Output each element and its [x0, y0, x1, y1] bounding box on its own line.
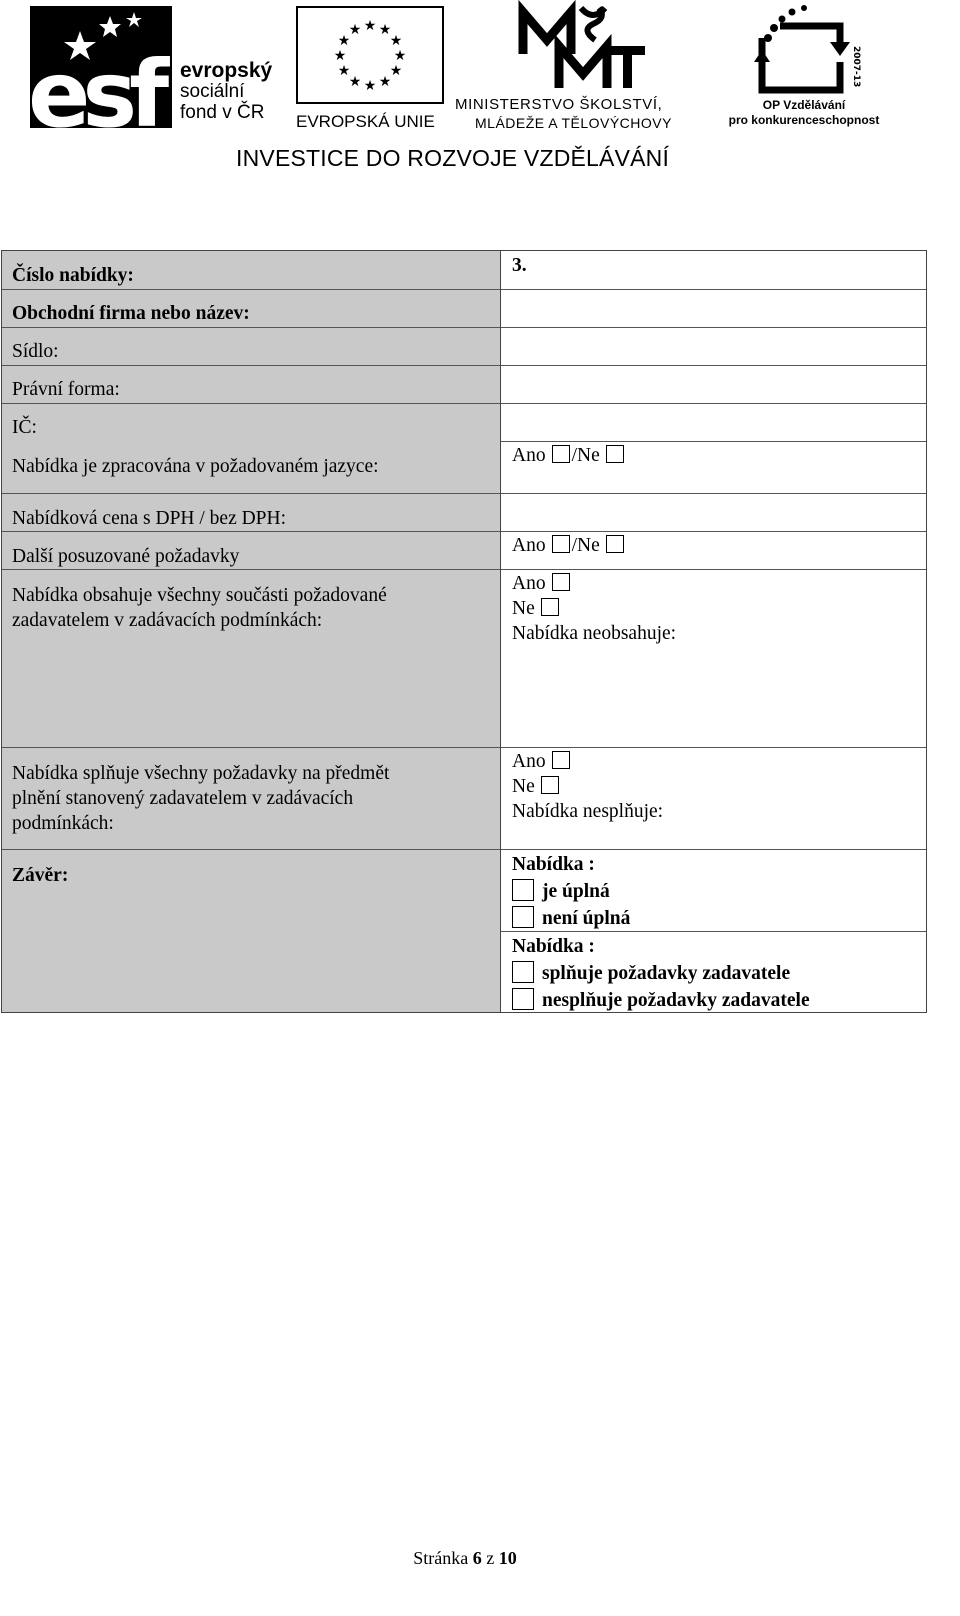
row-divider — [501, 849, 926, 850]
page-footer — [0, 1548, 930, 1569]
conclusion-block1-title: Nabídka : — [512, 854, 595, 875]
esf-logo — [28, 6, 290, 148]
label-requirements-line3: podmínkách: — [12, 813, 114, 834]
label-legal-form: Právní forma: — [12, 379, 120, 400]
label-price: Nabídková cena s DPH / bez DPH: — [12, 508, 287, 529]
meets-requirements-label: splňuje požadavky zadavatele — [542, 963, 791, 984]
row-divider — [501, 327, 926, 328]
svg-text:★: ★ — [337, 63, 351, 79]
row-divider — [2, 747, 500, 748]
value-language — [512, 443, 922, 468]
components-no-label: Ne — [512, 598, 535, 619]
other-no-checkbox[interactable] — [606, 535, 624, 553]
row-divider — [2, 403, 500, 404]
footer-page-number: 6 — [472, 1548, 482, 1568]
svg-text:★: ★ — [378, 22, 392, 38]
svg-text:★: ★ — [337, 33, 351, 49]
msmt-logo — [455, 4, 720, 134]
footer-separator: z — [486, 1548, 495, 1568]
components-yes-checkbox[interactable] — [552, 573, 570, 591]
footer-prefix: Stránka — [413, 1548, 469, 1568]
label-components — [12, 583, 482, 633]
svg-text:★: ★ — [348, 22, 362, 38]
row-divider — [2, 289, 500, 290]
not-meets-requirements-checkbox[interactable] — [512, 988, 534, 1010]
row-divider — [2, 493, 500, 494]
esf-line1: evropský — [180, 59, 273, 82]
incomplete-checkbox[interactable] — [512, 906, 534, 928]
svg-text:★: ★ — [378, 74, 392, 90]
row-divider — [501, 569, 926, 570]
row-divider — [501, 289, 926, 290]
label-company: Obchodní firma nebo název: — [12, 303, 250, 324]
label-conclusion: Závěr: — [12, 865, 69, 886]
row-divider — [2, 569, 500, 570]
meets-requirements-checkbox[interactable] — [512, 961, 534, 983]
row-divider — [501, 493, 926, 494]
op-line2: pro konkurenceschopnost — [728, 113, 880, 127]
components-note: Nabídka neobsahuje: — [512, 623, 677, 644]
row-divider — [501, 403, 926, 404]
footer-page-total: 10 — [498, 1548, 517, 1568]
language-no-checkbox[interactable] — [606, 445, 624, 463]
other-yes-label: Ano — [512, 535, 546, 556]
language-yes-checkbox[interactable] — [552, 445, 570, 463]
conclusion-block2-title: Nabídka : — [512, 936, 595, 957]
eu-logo — [296, 6, 446, 136]
row-divider — [2, 327, 500, 328]
esf-line2: sociální — [180, 81, 245, 102]
op-year: 2007-13 — [851, 46, 861, 88]
not-meets-requirements-label: nesplňuje požadavky zadavatele — [542, 990, 810, 1011]
esf-mark-icon — [28, 6, 172, 148]
label-offer-number: Číslo nabídky: — [12, 265, 134, 286]
header-logos — [0, 0, 960, 200]
row-divider — [501, 747, 926, 748]
op-line1: OP Vzdělávání — [762, 98, 846, 112]
requirements-yes-label: Ano — [512, 751, 546, 772]
svg-text:★: ★ — [393, 48, 407, 64]
label-seat: Sídlo: — [12, 341, 59, 362]
components-no-checkbox[interactable] — [541, 598, 559, 616]
invest-slogan: INVESTICE DO ROZVOJE VZDĚLÁVÁNÍ — [236, 145, 670, 171]
complete-checkbox[interactable] — [512, 879, 534, 901]
svg-text:esf: esf — [28, 41, 162, 148]
svg-text:★: ★ — [363, 18, 377, 34]
value-requirements — [512, 749, 922, 824]
row-divider — [2, 365, 500, 366]
label-requirements — [12, 761, 482, 836]
label-other-requirements: Další posuzované požadavky — [12, 546, 240, 567]
complete-label: je úplná — [542, 881, 610, 902]
label-components-line1: Nabídka obsahuje všechny součásti požadované — [12, 585, 387, 606]
value-components — [512, 571, 922, 646]
svg-text:★: ★ — [389, 63, 403, 79]
label-language: Nabídka je zpracována v požadovaném jazyce: — [12, 456, 379, 477]
svg-text:★: ★ — [389, 33, 403, 49]
requirements-yes-checkbox[interactable] — [552, 751, 570, 769]
eu-label: EVROPSKÁ UNIE — [296, 112, 435, 131]
row-divider — [501, 531, 926, 532]
language-no-label: /Ne — [571, 445, 600, 466]
eu-flag-icon — [296, 6, 444, 104]
row-divider — [2, 531, 500, 532]
other-yes-checkbox[interactable] — [552, 535, 570, 553]
label-requirements-line1: Nabídka splňuje všechny požadavky na předmět — [12, 763, 390, 784]
row-divider — [501, 365, 926, 366]
row-divider — [2, 849, 500, 850]
msmt-line2: MLÁDEŽE A TĚLOVÝCHOVY — [475, 115, 672, 131]
label-components-line2: zadavatelem v zadávacích podmínkách: — [12, 610, 323, 631]
requirements-note: Nabídka nesplňuje: — [512, 801, 664, 822]
msmt-line1: MINISTERSTVO ŠKOLSTVÍ, — [455, 96, 663, 113]
msmt-mark-icon — [515, 4, 645, 92]
msmt-text — [455, 96, 672, 132]
row-divider — [501, 441, 926, 442]
label-ic: IČ: — [12, 417, 37, 438]
value-other-requirements — [512, 533, 922, 558]
op-logo — [720, 2, 900, 132]
label-requirements-line2: plnění stanovený zadavatelem v zadávacích — [12, 788, 354, 809]
evaluation-form-table — [1, 250, 927, 1013]
svg-text:★: ★ — [348, 74, 362, 90]
components-yes-label: Ano — [512, 573, 546, 594]
op-text — [720, 98, 888, 128]
svg-text:★: ★ — [333, 48, 347, 64]
esf-text — [180, 60, 272, 123]
language-yes-label: Ano — [512, 445, 546, 466]
requirements-no-label: Ne — [512, 776, 535, 797]
svg-text:★: ★ — [363, 78, 377, 94]
value-offer-number: 3. — [512, 255, 527, 276]
esf-line3: fond v ČR — [180, 102, 265, 123]
value-conclusion-completeness — [512, 851, 922, 932]
op-mark-icon — [754, 2, 859, 96]
incomplete-label: není úplná — [542, 908, 631, 929]
requirements-no-checkbox[interactable] — [541, 776, 559, 794]
other-no-label: /Ne — [571, 535, 600, 556]
value-conclusion-compliance — [512, 933, 922, 1014]
